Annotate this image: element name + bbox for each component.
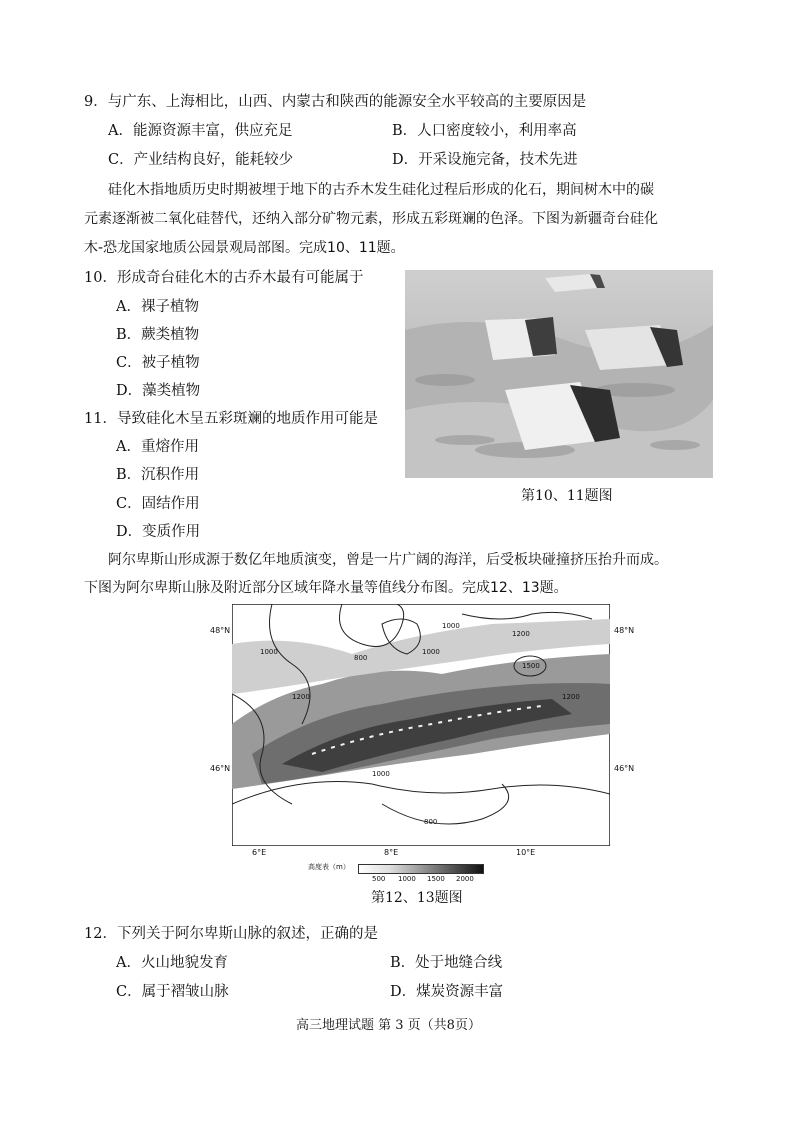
q9-option-d: D．开采设施完备，技术先进	[392, 152, 578, 168]
q9-option-a: A．能源资源丰富，供应充足	[108, 123, 293, 139]
passage2-line-2: 下图为阿尔卑斯山脉及附近部分区域年降水量等值线分布图。完成12、13题。	[84, 580, 568, 596]
q9-stem: 9．与广东、上海相比，山西、内蒙古和陕西的能源安全水平较高的主要原因是	[84, 94, 587, 110]
passage1-line-1: 硅化木指地质历史时期被埋于地下的古乔木发生硅化过程后形成的化石，期间树木中的碳	[108, 182, 654, 198]
q9-option-b: B．人口密度较小，利用率高	[392, 123, 577, 139]
lat-left-48n: 48°N	[210, 626, 231, 635]
q11-option-c: C．固结作用	[116, 496, 200, 512]
page-footer: 高三地理试题 第 3 页（共8页）	[296, 1018, 481, 1033]
contour-label: 800	[354, 654, 368, 662]
contour-label: 1500	[522, 662, 540, 670]
fig1-caption: 第10、11题图	[521, 488, 613, 504]
elevation-legend-label: 高度表（m）	[308, 863, 350, 871]
q12-option-b: B．处于地缝合线	[390, 955, 503, 971]
lon-bottom-6e: 6°E	[252, 848, 267, 857]
lat-right-48n: 48°N	[614, 626, 635, 635]
contour-label: 1000	[372, 770, 390, 778]
contour-label: 1000	[422, 648, 440, 656]
q10-option-a: A．裸子植物	[116, 299, 199, 315]
lon-bottom-8e: 8°E	[384, 848, 399, 857]
q10-option-c: C．被子植物	[116, 355, 200, 371]
alps-precipitation-map	[232, 604, 610, 846]
q11-stem: 11．导致硅化木呈五彩斑斓的地质作用可能是	[84, 411, 378, 427]
legend-tick: 500	[372, 875, 386, 883]
contour-label: 1200	[292, 693, 310, 701]
q12-stem: 12．下列关于阿尔卑斯山脉的叙述，正确的是	[84, 926, 378, 942]
passage2-line-1: 阿尔卑斯山形成源于数亿年地质演变，曾是一片广阔的海洋，后受板块碰撞挤压抬升而成。	[108, 552, 668, 568]
fig2-caption: 第12、13题图	[371, 890, 463, 906]
elevation-legend-bar	[358, 864, 484, 874]
q12-option-d: D．煤炭资源丰富	[390, 984, 504, 1000]
lon-bottom-10e: 10°E	[516, 848, 536, 857]
q10-stem: 10．形成奇台硅化木的古乔木最有可能属于	[84, 270, 364, 286]
lat-right-46n: 46°N	[614, 764, 635, 773]
q10-option-b: B．蕨类植物	[116, 327, 200, 343]
q12-option-c: C．属于褶皱山脉	[116, 984, 229, 1000]
q12-option-a: A．火山地貌发育	[116, 955, 228, 971]
contour-label: 1200	[562, 693, 580, 701]
contour-label: 1200	[512, 630, 530, 638]
legend-tick: 1000	[398, 875, 416, 883]
passage1-line-3: 木-恐龙国家地质公园景观局部图。完成10、11题。	[84, 240, 405, 256]
passage1-line-2: 元素逐渐被二氧化硅替代，还纳入部分矿物元素，形成五彩斑斓的色泽。下图为新疆奇台硅化	[84, 211, 658, 227]
q10-option-d: D．藻类植物	[116, 383, 201, 399]
contour-label: 1000	[260, 648, 278, 656]
contour-label: 800	[424, 818, 438, 826]
q11-option-d: D．变质作用	[116, 524, 201, 540]
q9-option-c: C．产业结构良好，能耗较少	[108, 152, 294, 168]
petrified-wood-photo	[405, 270, 713, 478]
legend-tick: 1500	[427, 875, 445, 883]
q11-option-b: B．沉积作用	[116, 467, 200, 483]
legend-tick: 2000	[456, 875, 474, 883]
q11-option-a: A．重熔作用	[116, 439, 199, 455]
contour-label: 1000	[442, 622, 460, 630]
lat-left-46n: 46°N	[210, 764, 231, 773]
